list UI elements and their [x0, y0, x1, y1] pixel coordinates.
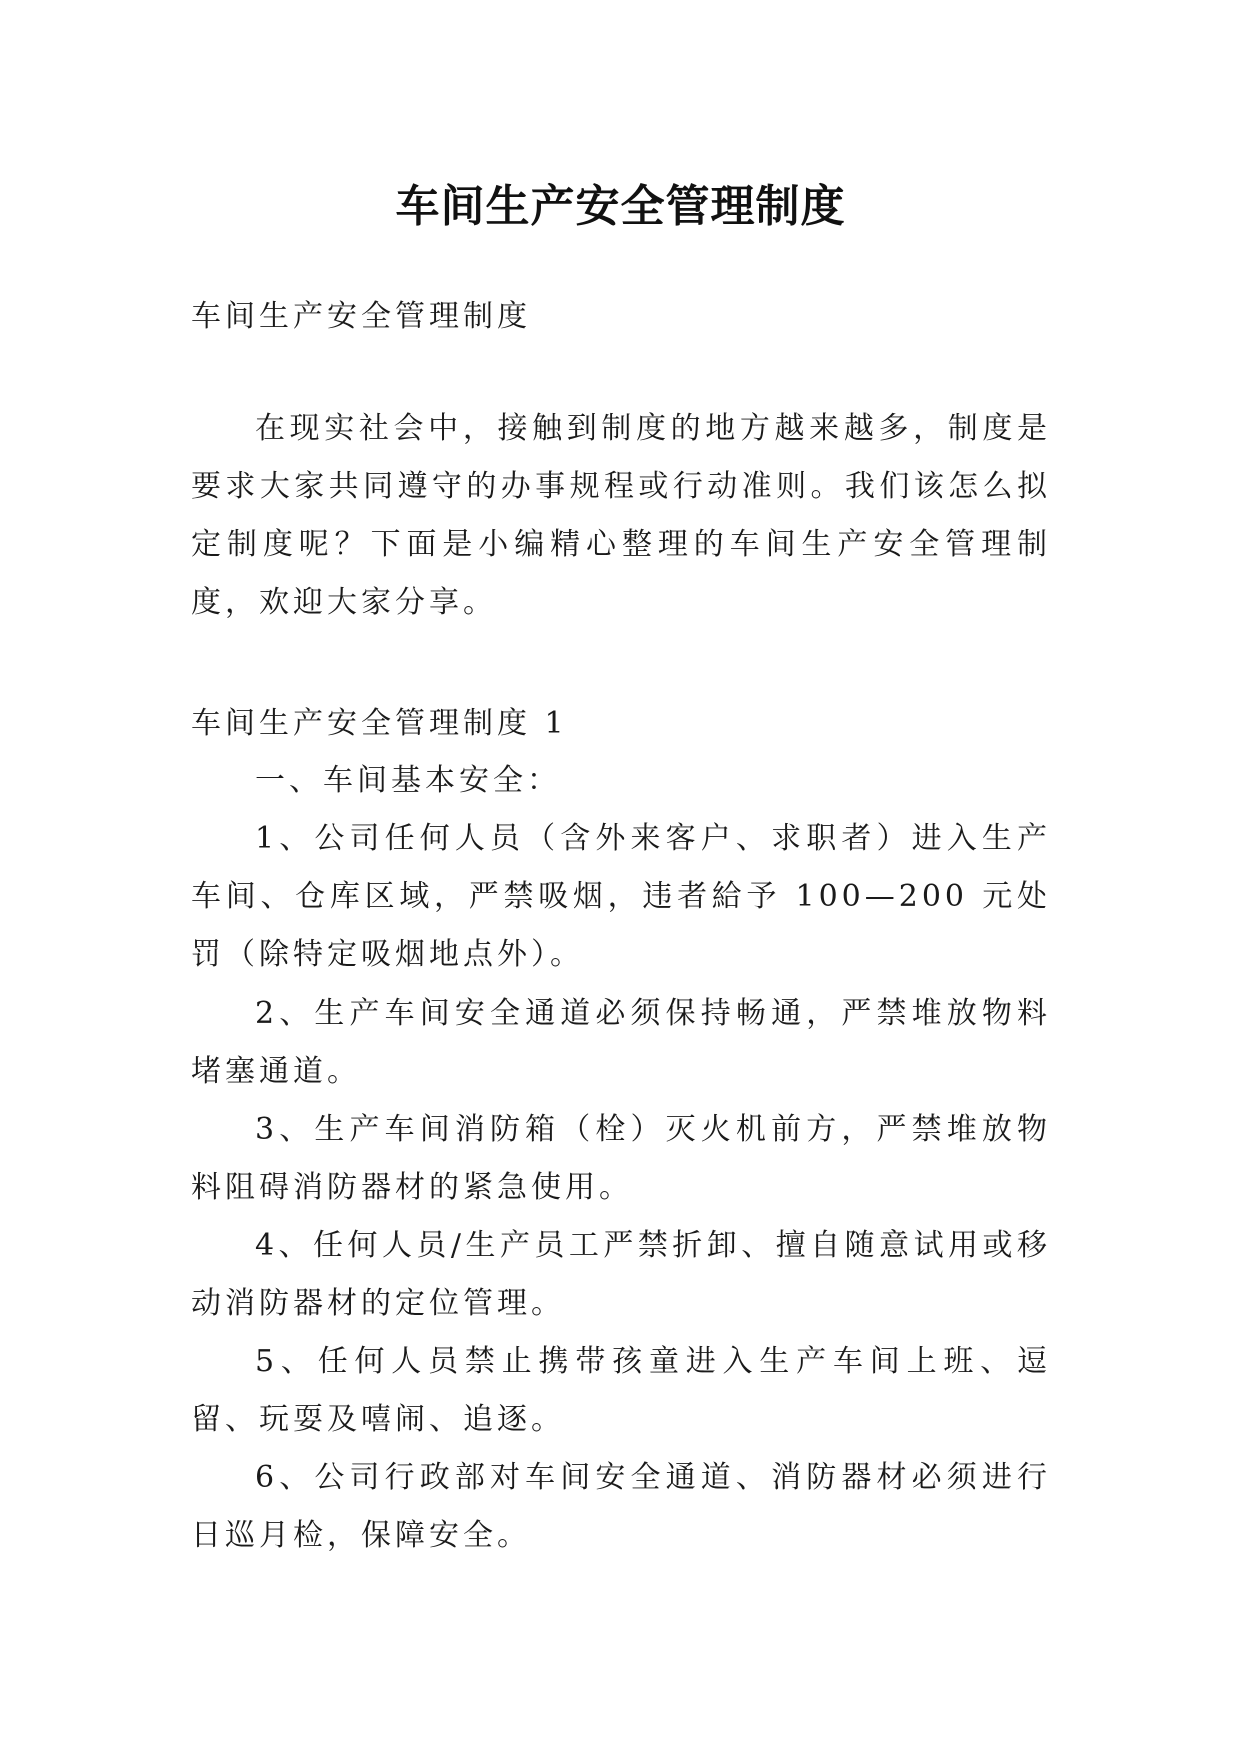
document-title: 车间生产安全管理制度 [395, 181, 846, 233]
rule-item-3: 3、生产车间消防箱（栓）灭火机前方，严禁堆放物料阻碍消防器材的紧急使用。 [191, 1112, 1051, 1205]
section-heading: 一、车间基本安全： [255, 763, 561, 798]
rule-item-2: 2、生产车间安全通道必须保持畅通，严禁堆放物料堵塞通道。 [191, 996, 1051, 1089]
rule-item-4: 4、任何人员/生产员工严禁折卸、擅自随意试用或移动消防器材的定位管理。 [191, 1228, 1051, 1321]
section-title: 车间生产安全管理制度 1 [191, 706, 568, 741]
document-subtitle: 车间生产安全管理制度 [191, 299, 531, 334]
intro-paragraph: 在现实社会中，接触到制度的地方越来越多，制度是要求大家共同遵守的办事规程或行动准则。我们该怎么拟定制度呢？下面是小编精心整理的车间生产安全管理制度，欢迎大家分享。 [191, 411, 1051, 620]
rule-item-6: 6、公司行政部对车间安全通道、消防器材必须进行日巡月检，保障安全。 [191, 1460, 1051, 1553]
rule-item-1: 1、公司任何人员（含外来客户、求职者）进入生产车间、仓库区域，严禁吸烟，违者給予 100—200 元处罚（除特定吸烟地点外）。 [191, 821, 1051, 972]
rule-item-5: 5、任何人员禁止携带孩童进入生产车间上班、逗留、玩耍及嘻闹、追逐。 [191, 1344, 1051, 1437]
